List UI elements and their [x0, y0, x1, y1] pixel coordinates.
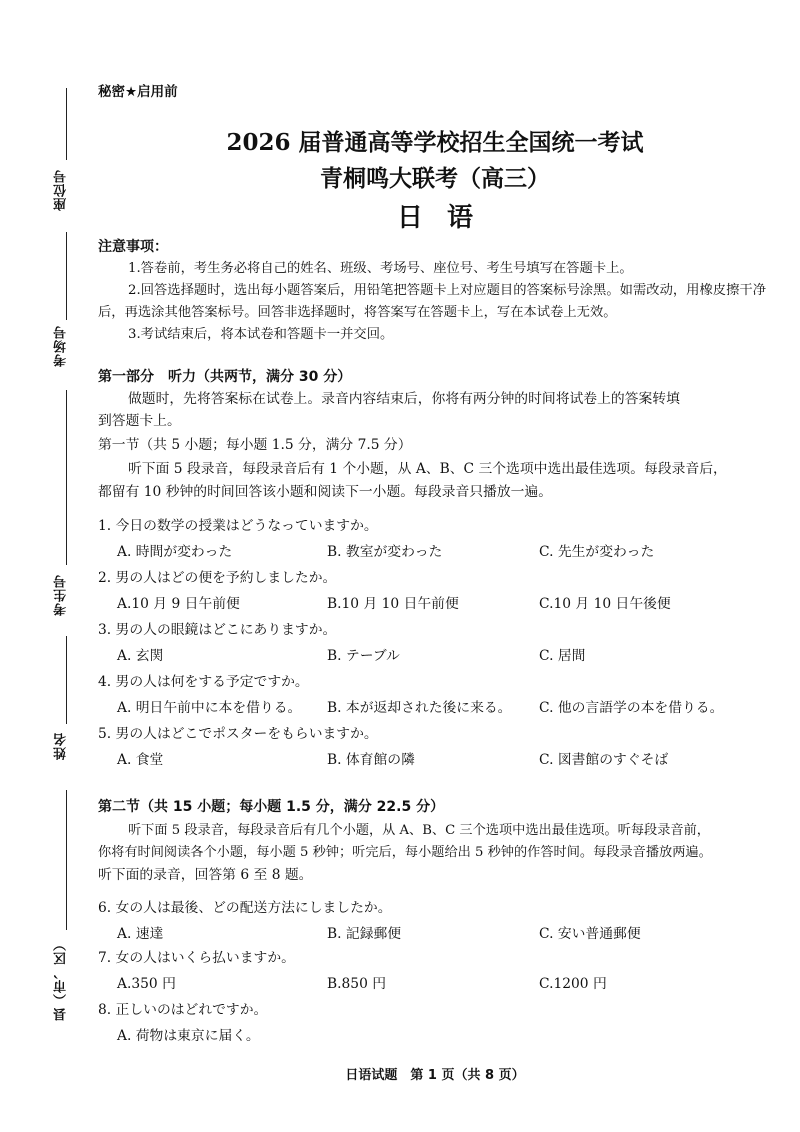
- exam-title: 2026 届普通高等学校招生全国统一考试: [226, 129, 644, 156]
- notes-heading: 注意事项：: [98, 239, 168, 255]
- question-6: 6. 女の人は最後、どの配送方法にしましたか。: [98, 900, 392, 916]
- option-b: B.10 月 10 日午前便: [327, 596, 459, 612]
- option-b: B.850 円: [327, 976, 387, 992]
- note-item: 3.考试结束后，将本试卷和答题卡一并交回。: [128, 327, 394, 342]
- question-5: 5. 男の人はどこでポスターをもらいますか。: [98, 726, 378, 742]
- option-b: B. 本が返却された後に来る。: [327, 700, 512, 716]
- note-item: 2.回答选择题时，选出每小题答案后，用铅笔把答题卡上对应题目的答案标号涂黑。如需改动，用橡皮擦干净后，再选涂其他答案标号。回答非选择题时，将答案写在答题卡上，写在本试卷上无效。: [98, 283, 766, 320]
- option-a: A. 玄関: [117, 648, 164, 664]
- room-number-label: 考场号: [54, 325, 69, 367]
- exam-subtitle: 青桐鸣大联考（高三）: [320, 165, 550, 192]
- question-7: 7. 女の人はいくら払いますか。: [98, 950, 295, 966]
- option-c: C. 他の言語学の本を借りる。: [539, 700, 724, 716]
- question-4: 4. 男の人は何をする予定ですか。: [98, 674, 309, 690]
- county-label: 县（市、区）: [54, 937, 69, 1021]
- section1-intro: 听下面 5 段录音，每段录音后有 1 个小题，从 A、B、C 三个选项中选出最佳选项。每段录音后，: [128, 461, 727, 477]
- part1-intro: 做题时，先将答案标在试卷上。录音内容结束后，你将有两分钟的时间将试卷上的答案转填: [128, 391, 680, 407]
- option-a: A. 食堂: [117, 752, 164, 768]
- exam-page: [95, 0, 775, 1132]
- seat-number-label: 座位号: [54, 169, 69, 211]
- question-1: 1. 今日の数学の授業はどうなっていますか。: [98, 518, 378, 534]
- margin-line: [66, 232, 67, 320]
- option-c: C. 図書館のすぐそば: [539, 752, 669, 768]
- option-c: C.1200 円: [539, 976, 607, 992]
- question-8: 8. 正しいのはどれですか。: [98, 1002, 268, 1018]
- option-c: C. 安い普通郵便: [539, 926, 641, 942]
- option-a: A. 速達: [117, 926, 164, 942]
- note-item: 1.答卷前，考生务必将自己的姓名、班级、考场号、座位号、考生号填写在答题卡上。: [128, 261, 633, 276]
- option-a: A. 明日午前中に本を借りる。: [117, 700, 302, 716]
- option-a: A. 荷物は東京に届く。: [117, 1028, 260, 1044]
- question-3: 3. 男の人の眼鏡はどこにありますか。: [98, 622, 337, 638]
- section2-intro: 听下面 5 段录音，每段录音后有几个小题，从 A、B、C 三个选项中选出最佳选项。听每段录音前，: [128, 823, 710, 838]
- option-a: A.10 月 9 日午前便: [117, 596, 240, 612]
- option-c: C. 先生が変わった: [539, 544, 655, 560]
- section2-heading: 第二节（共 15 小题；每小题 1.5 分，满分 22.5 分）: [98, 799, 445, 815]
- option-b: B. 記録郵便: [327, 926, 402, 942]
- option-b: B. 体育館の隣: [327, 752, 415, 768]
- option-c: C.10 月 10 日午後便: [539, 596, 671, 612]
- part1-intro: 到答题卡上。: [98, 413, 181, 429]
- name-label: 姓名: [54, 732, 69, 760]
- part1-heading: 第一部分 听力（共两节，满分 30 分）: [98, 369, 352, 385]
- notes-list: [98, 258, 766, 346]
- binding-margin: [0, 0, 90, 1132]
- section2-intro: 你将有时间阅读各个小题，每小题 5 秒钟；听完后，每小题给出 5 秒钟的作答时间。每段录音播放两遍。: [98, 845, 712, 860]
- section1-intro: 都留有 10 秒钟的时间回答该小题和阅读下一小题。每段录音只播放一遍。: [98, 484, 553, 500]
- page-footer: 日语试题 第 1 页（共 8 页）: [345, 1068, 525, 1083]
- section1-heading: 第一节（共 5 小题；每小题 1.5 分，满分 7.5 分）: [98, 437, 412, 453]
- examinee-number-label: 考生号: [54, 574, 69, 616]
- option-c: C. 居間: [539, 648, 586, 664]
- option-a: A.350 円: [117, 976, 176, 992]
- option-a: A. 時間が変わった: [117, 544, 233, 560]
- margin-line: [66, 88, 67, 160]
- option-b: B. テーブル: [327, 648, 400, 664]
- section2-intro: 听下面的录音，回答第 6 至 8 题。: [98, 867, 313, 883]
- subject-title: 日语: [396, 203, 497, 233]
- secret-label: 秘密★启用前: [98, 84, 178, 100]
- question-2: 2. 男の人はどの便を予約しましたか。: [98, 570, 337, 586]
- margin-line: [66, 390, 67, 565]
- option-b: B. 教室が変わった: [327, 544, 443, 560]
- margin-line: [66, 790, 67, 930]
- margin-line: [66, 636, 67, 724]
